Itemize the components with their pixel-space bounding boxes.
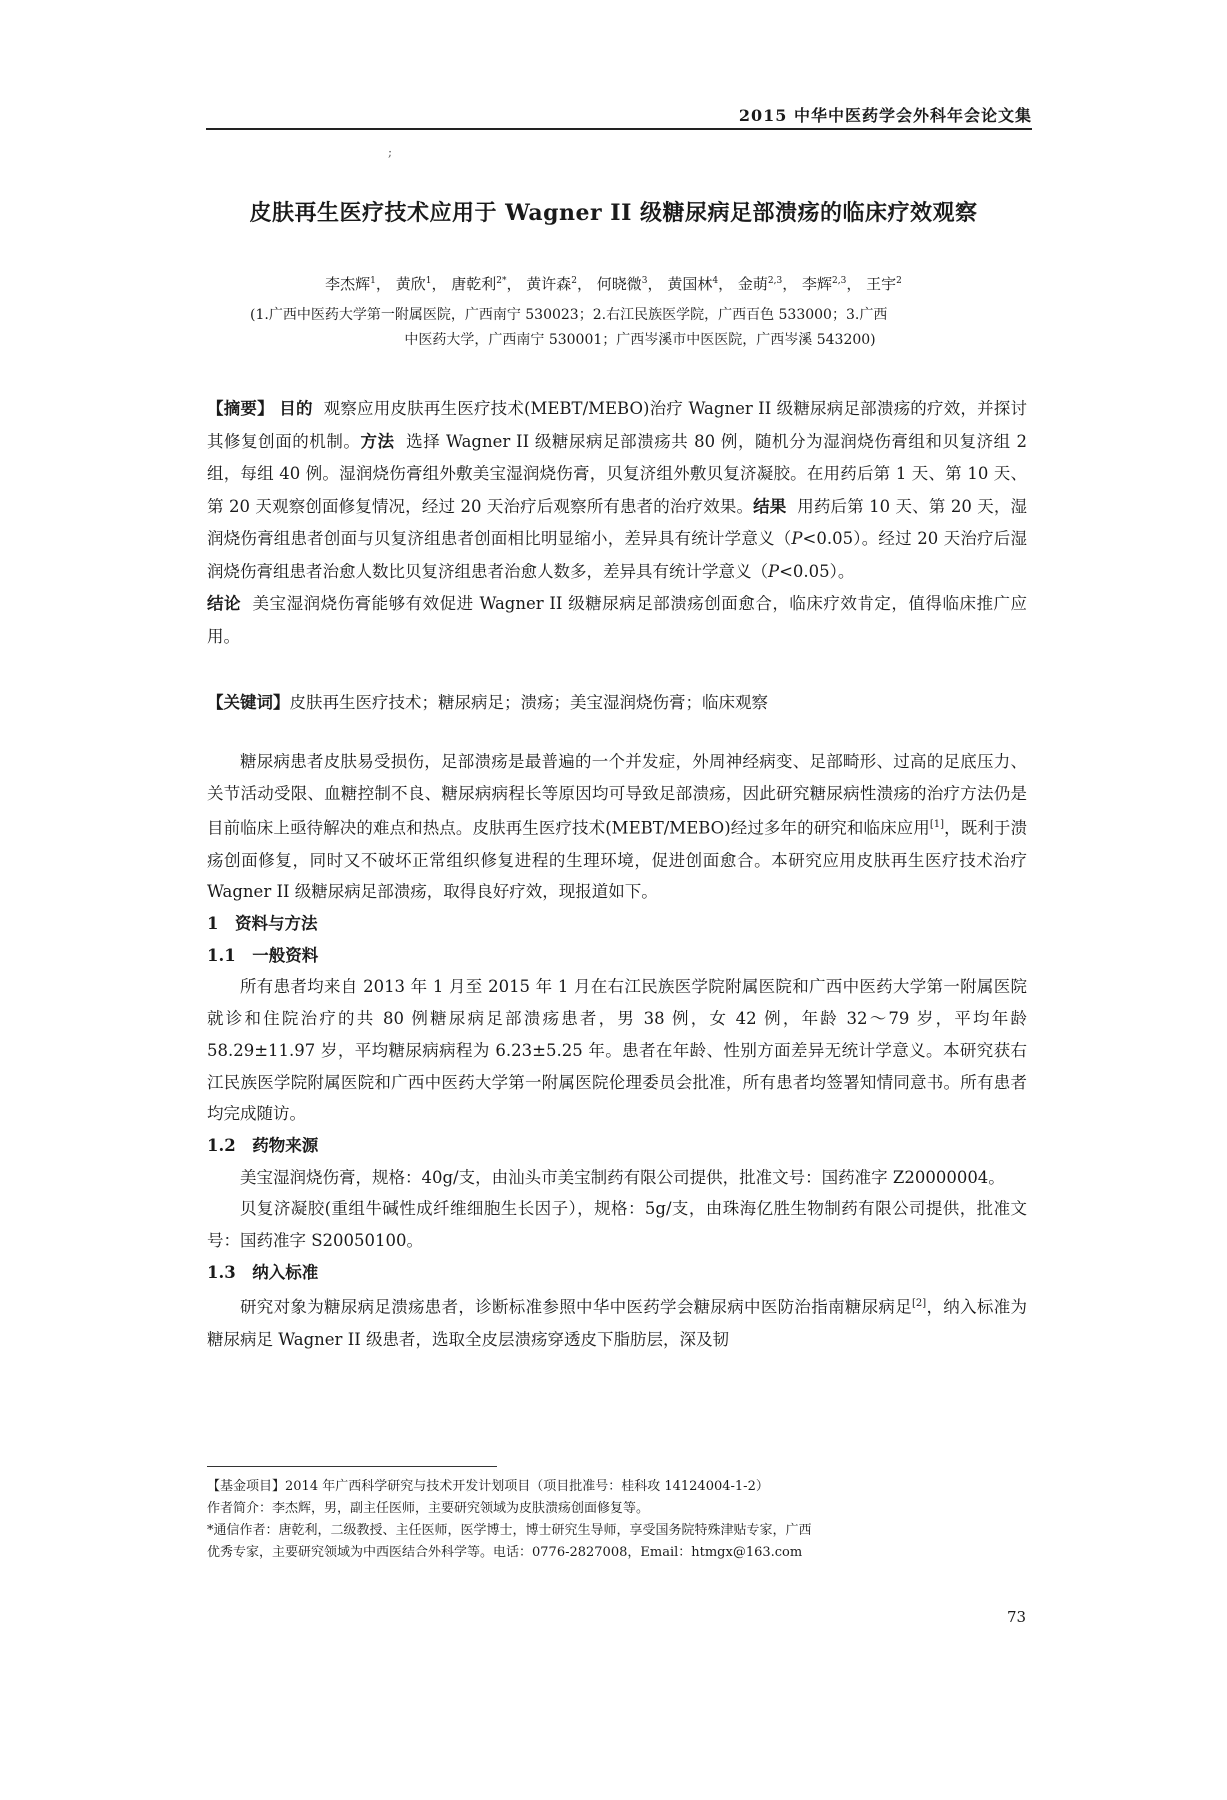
paragraph: 所有患者均来自 2013 年 1 月至 2015 年 1 月在右江民族医学院附属医院和广西中医药大学第一附属医院就诊和住院治疗的共 80 例糖尿病足部溃疡患者，男 38 例，女 42 例，年龄 32～79 岁，平均年龄 58.29±11.97 岁，平均糖尿病病程为 6.23±5.25 年。患者在年龄、性别方面差异无统计学意义。本研究获右江民族医学院附属医院和广西中医药大学第一附属医院伦理委员会批准，所有患者均签署知情同意书。所有患者均完成随访。	[207, 977, 1027, 1124]
author-affil-mark: 2,3	[767, 276, 783, 286]
subsection-heading: 1.3 纳入标准	[207, 1262, 319, 1282]
footnote-rule	[207, 1466, 497, 1467]
paragraph-text: ，纳入标准为糖尿病足 Wagner II 级患者，选取全皮层溃疡穿透皮下脂肪层，深及韧	[207, 1297, 1028, 1349]
footnote-author-intro: 作者简介：李杰辉，男，副主任医师，主要研究领域为皮肤溃疡创面修复等。	[207, 1501, 650, 1516]
author: 李杰辉	[325, 275, 371, 293]
affiliation-line-1: (1.广西中医药大学第一附属医院，广西南宁 530023；2.右江民族医学院，广西百色 533000；3.广西	[250, 307, 888, 323]
author-affil-mark: 2	[896, 276, 902, 286]
abstract-label: 【摘要】	[207, 399, 274, 418]
affiliation-line-2: 中医药大学，广西南宁 530001；广西岑溪市中医医院，广西岑溪 543200)	[404, 332, 876, 348]
author-affil-mark: 2*	[496, 276, 507, 286]
author-affil-mark: 1	[425, 276, 432, 286]
footnote-fund: 【基金项目】2014 年广西科学研究与技术开发计划项目（项目批准号：桂科攻 14124004-1-2）	[207, 1479, 769, 1494]
body-text	[207, 746, 1027, 1355]
author-affil-mark: 2	[571, 276, 577, 286]
paragraph: 美宝湿润烧伤膏，规格：40g/支，由汕头市美宝制药有限公司提供，批准文号：国药准字 Z20000004。	[240, 1167, 1005, 1187]
intro-text: 糖尿病患者皮肤易受损伤，足部溃疡是最普遍的一个并发症，外周神经病变、足部畸形、过高的足底压力、关节活动受限、血糖控制不良、糖尿病病程长等原因均可导致足部溃疡，因此研究糖尿病性溃疡的治疗方法仍是目前临床上亟待解决的难点和热点。皮肤再生医疗技术(MEBT/MEBO)经过多年的研究和临床应用	[207, 752, 1027, 838]
results-label: 结果	[753, 496, 787, 516]
paper-title: 皮肤再生医疗技术应用于 Wagner II 级糖尿病足部溃疡的临床疗效观察	[249, 200, 978, 226]
paragraph-text: 研究对象为糖尿病足溃疡患者，诊断标准参照中华中医药学会糖尿病中医防治指南糖尿病足	[240, 1297, 913, 1317]
author-affil-mark: 1	[370, 276, 376, 286]
results-text: 用药后第 10 天、第 20 天，湿润烧伤膏组患者创面与贝复济组患者创面相比明显缩小，差异具有统计学意义（	[207, 496, 1027, 548]
author-list: 李杰辉$^1$， 黄欣$^1$， 唐乾利$^{2*}$， 黄许森$^2$， 何晓微$^3$， 黄国林$^4$， 金萌$^{2,3}$， 李辉$^{2,3}$， 王宇$^2$	[325, 275, 902, 293]
section-heading: 1 资料与方法	[207, 914, 318, 934]
results-text: <0.05）。经过 20 天治疗后湿润烧伤膏组患者治愈人数比贝复济组患者治愈人数多，差异具有统计学意义（	[207, 529, 1028, 581]
footnote-corresponding: 优秀专家，主要研究领域为中西医结合外科学等。电话：0776-2827008，Email：htmgx@163.com	[207, 1545, 803, 1560]
footnotes	[207, 1476, 1027, 1564]
author: 李辉	[801, 275, 832, 293]
author-affil-mark: 3	[641, 276, 648, 286]
footnote-corresponding: *通信作者：唐乾利，二级教授、主任医师，医学博士，博士研究生导师，享受国务院特殊津贴专家，广西	[207, 1523, 812, 1538]
p-value-symbol: P	[768, 561, 780, 581]
author-affil-mark: 2,3	[831, 276, 847, 286]
methods-label: 方法	[360, 431, 395, 451]
conclusion-text: 美宝湿润烧伤膏能够有效促进 Wagner II 级糖尿病足部溃疡创面愈合，临床疗效肯定，值得临床推广应用。	[207, 594, 1027, 646]
objective-label: 目的	[279, 399, 313, 418]
author: 黄国林	[667, 275, 713, 293]
intro-text: ，既利于溃疡创面修复，同时又不破坏正常组织修复进程的生理环境，促进创面愈合。本研究应用皮肤再生医疗技术治疗 Wagner II 级糖尿病足部溃疡，取得良好疗效，现报道如下。	[207, 818, 1027, 902]
page-number: 73	[1007, 1608, 1027, 1626]
subsection-heading: 1.2 药物来源	[207, 1135, 319, 1155]
keywords-text: 皮肤再生医疗技术；糖尿病足；溃疡；美宝湿润烧伤膏；临床观察	[289, 693, 768, 712]
intro-paragraph	[207, 746, 1027, 908]
author: 金萌	[737, 275, 768, 293]
objective-text: 观察应用皮肤再生医疗技术(MEBT/MEBO)治疗 Wagner II 级糖尿病足部溃疡的疗效，并探讨其修复创面的机制。	[207, 399, 1028, 451]
citation: [2]	[912, 1298, 927, 1310]
author-affil-mark: 4	[712, 276, 719, 286]
header-rule	[206, 128, 1032, 130]
affiliations	[250, 303, 1030, 353]
author: 黄欣	[395, 275, 426, 293]
conclusion-label: 结论	[207, 594, 242, 613]
paragraph: 贝复济凝胶(重组牛碱性成纤维细胞生长因子），规格：5g/支，由珠海亿胜生物制药有限公司提供，批准文号：国药准字 S20050100。	[207, 1199, 1027, 1251]
author: 唐乾利	[451, 275, 497, 293]
subsection-heading: 1.1 一般资料	[207, 945, 319, 965]
keywords-label: 【关键词】	[207, 693, 290, 712]
author: 何晓微	[596, 275, 642, 293]
stray-mark: ;	[388, 145, 393, 159]
author: 王宇	[866, 275, 897, 293]
keywords	[207, 687, 1027, 719]
author: 黄许森	[526, 275, 572, 293]
results-text: <0.05）。	[779, 561, 855, 581]
paragraph	[207, 1288, 1027, 1355]
abstract	[207, 393, 1027, 653]
methods-text: 选择 Wagner II 级糖尿病足部溃疡共 80 例，随机分为湿润烧伤膏组和贝复济组 2 组，每组 40 例。湿润烧伤膏组外敷美宝湿润烧伤膏，贝复济组外敷贝复济凝胶。在用药后第 1 天、第 10 天、第 20 天观察创面修复情况，经过 20 天治疗后观察所有患者的治疗效果。	[207, 431, 1028, 516]
running-head: 2015 中华中医药学会外科年会论文集	[738, 106, 1032, 125]
p-value-symbol: P	[791, 529, 803, 548]
citation: [1]	[929, 819, 945, 831]
